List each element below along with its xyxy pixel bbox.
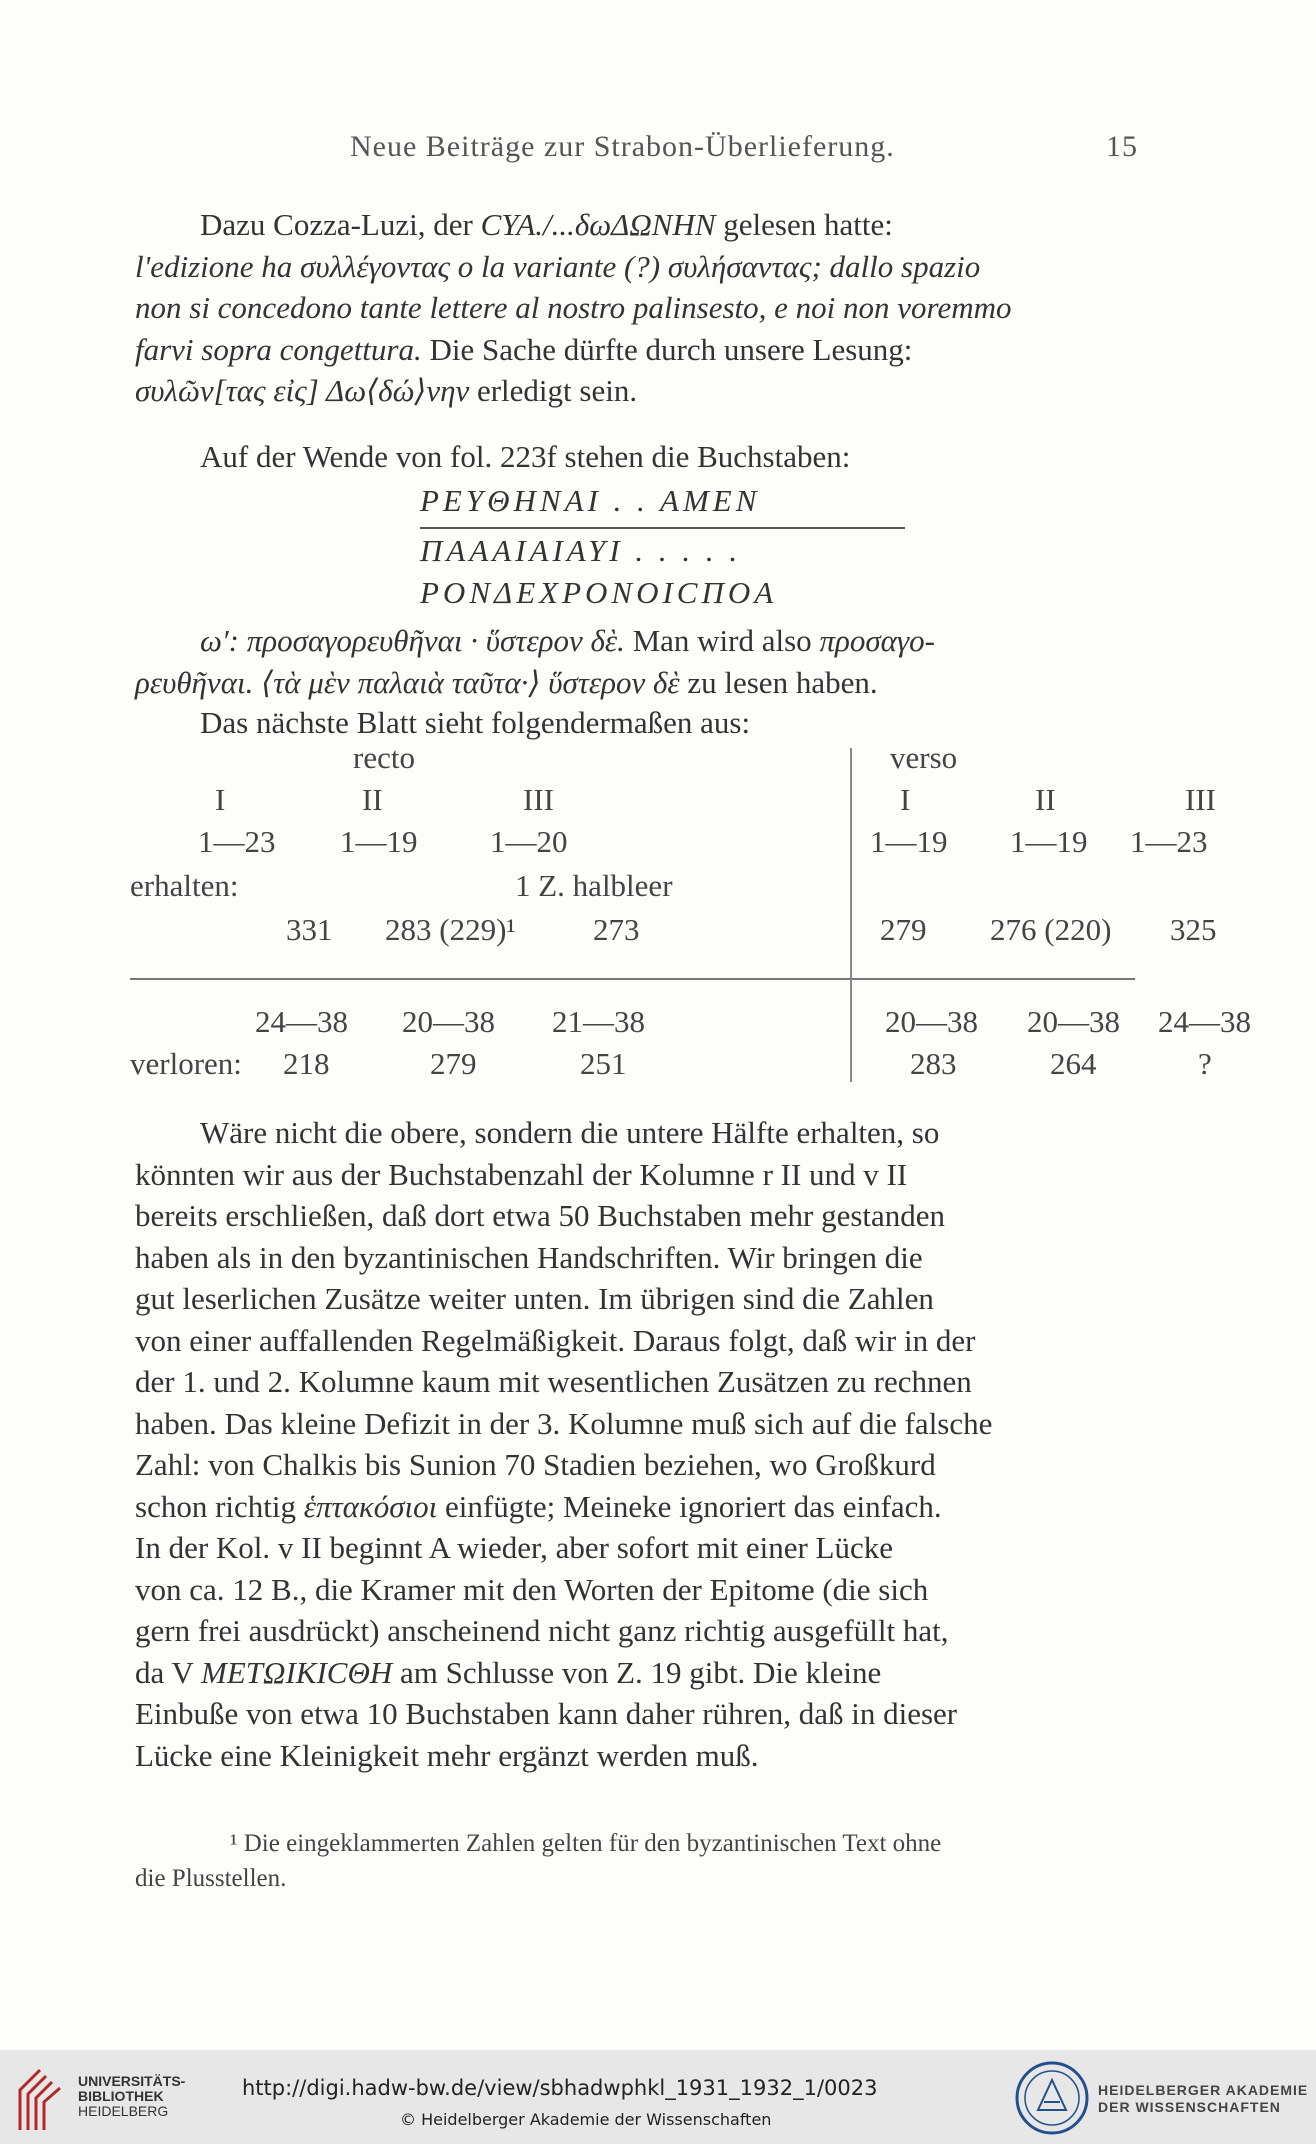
academy-name: HEIDELBERGER AKADEMIE DER WISSENSCHAFTEN bbox=[1098, 2082, 1309, 2115]
leaf-table bbox=[130, 740, 1251, 1085]
greek-letters-line-2: ΠAAAIAIAYI . . . . . bbox=[420, 533, 742, 568]
text-line: Einbuße von etwa 10 Buchstaben kann daher rühren, daß in dieser bbox=[135, 1696, 958, 1731]
text-line: haben als in den byzantinischen Handschriften. Wir bringen die bbox=[135, 1239, 923, 1275]
copyright-notice: © Heidelberger Akademie der Wissenschaften bbox=[400, 2110, 772, 2129]
footer-bar bbox=[0, 2050, 1316, 2144]
page-number: 15 bbox=[1106, 130, 1138, 163]
table-cell: 279 bbox=[430, 1046, 477, 1081]
running-head bbox=[135, 130, 1138, 170]
text-line: Zahl: von Chalkis bis Sunion 70 Stadien beziehen, wo Großkurd bbox=[135, 1447, 936, 1482]
greek-letters-line-3: PONΔEXPONOICΠOA bbox=[420, 575, 778, 610]
university-library-name: UNIVERSITÄTS- BIBLIOTHEK HEIDELBERG bbox=[78, 2073, 186, 2119]
table-cell: 276 (220) bbox=[990, 912, 1112, 947]
table-col-header: III bbox=[523, 782, 554, 817]
table-cell: 20—38 bbox=[402, 1004, 495, 1039]
table-cell: 24—38 bbox=[255, 1004, 348, 1039]
table-divider bbox=[130, 978, 1135, 980]
table-divider bbox=[850, 748, 852, 1082]
table-col-header: I bbox=[900, 782, 911, 817]
table-cell: 279 bbox=[880, 912, 927, 947]
text-line: könnten wir aus der Buchstabenzahl der Kolumne r II und v II bbox=[135, 1156, 908, 1192]
table-cell: 273 bbox=[593, 912, 640, 947]
table-cell: 20—38 bbox=[1027, 1004, 1120, 1039]
text-line: ω′: προσαγορευθῆναι · ὕστερον δὲ. Man wird also προσαγο- bbox=[200, 623, 935, 658]
text-line: ρευθῆναι. ⟨τὰ μὲν παλαιὰ ταῦτα·⟩ ὕστερον δὲ zu lesen haben. bbox=[135, 664, 878, 700]
table-cell: 325 bbox=[1170, 912, 1217, 947]
text-line: von einer auffallenden Regelmäßigkeit. Daraus folgt, daß wir in der bbox=[135, 1322, 976, 1358]
text-line: der 1. und 2. Kolumne kaum mit wesentlichen Zusätzen zu rechnen bbox=[135, 1364, 972, 1399]
divider bbox=[420, 527, 905, 529]
greek-letters-line-1: PEYΘHNAI . . AMEN bbox=[420, 483, 761, 518]
academy-seal-icon[interactable] bbox=[1014, 2060, 1090, 2136]
table-cell: 1—19 bbox=[340, 824, 418, 859]
paragraph-2: Auf der Wende von fol. 223f stehen die Buchstaben: bbox=[200, 439, 851, 474]
table-cell: 20—38 bbox=[885, 1004, 978, 1039]
text-line: gern frei ausdrückt) anscheinend nicht ganz richtig ausgefüllt hat, bbox=[135, 1613, 949, 1648]
table-cell: 251 bbox=[580, 1046, 627, 1081]
text-line: Dazu Cozza-Luzi, der CYA./...δωΔΩNHN gelesen hatte: bbox=[200, 207, 893, 242]
table-header-recto: recto bbox=[353, 740, 415, 775]
table-cell: 1—23 bbox=[198, 824, 276, 859]
table-cell: 1—20 bbox=[490, 824, 568, 859]
table-row-label: verloren: bbox=[130, 1046, 242, 1081]
table-cell: 283 bbox=[910, 1046, 957, 1081]
table-row-label: erhalten: bbox=[130, 868, 239, 903]
table-cell: 264 bbox=[1050, 1046, 1097, 1081]
text-line: non si concedono tante lettere al nostro palinsesto, e noi non voremmo bbox=[135, 290, 1012, 325]
university-library-logo-icon[interactable] bbox=[14, 2060, 70, 2132]
table-col-header: II bbox=[1035, 782, 1056, 817]
table-col-header: II bbox=[362, 782, 383, 817]
text-line: da V METΩIKICΘH am Schlusse von Z. 19 gibt. Die kleine bbox=[135, 1654, 882, 1690]
running-title: Neue Beiträge zur Strabon-Überlieferung. bbox=[350, 130, 895, 163]
table-col-header: III bbox=[1185, 782, 1216, 817]
table-header-verso: verso bbox=[890, 740, 958, 775]
paragraph-4: Das nächste Blatt sieht folgendermaßen aus: bbox=[200, 705, 751, 740]
table-col-header: I bbox=[215, 782, 226, 817]
text-line: In der Kol. v II beginnt A wieder, aber sofort mit einer Lücke bbox=[135, 1530, 894, 1565]
text-line: gut leserlichen Zusätze weiter unten. Im übrigen sind die Zahlen bbox=[135, 1281, 934, 1316]
footnote-line: die Plusstellen. bbox=[135, 1865, 287, 1892]
table-cell: 218 bbox=[283, 1046, 330, 1081]
table-cell: 283 (229)¹ bbox=[385, 912, 516, 947]
text-line: haben. Das kleine Defizit in der 3. Kolumne muß sich auf die falsche bbox=[135, 1405, 993, 1441]
table-cell: 331 bbox=[286, 912, 333, 947]
table-cell: ? bbox=[1198, 1046, 1212, 1081]
table-cell: 21—38 bbox=[552, 1004, 645, 1039]
source-url-link[interactable]: http://digi.hadw-bw.de/view/sbhadwphkl_1931_1932_1/0023 bbox=[242, 2076, 878, 2100]
paragraph-3 bbox=[135, 620, 1135, 703]
table-cell: 1—19 bbox=[1010, 824, 1088, 859]
footnote-line: ¹ Die eingeklammerten Zahlen gelten für den byzantinischen Text ohne bbox=[230, 1830, 942, 1857]
text-line: bereits erschließen, daß dort etwa 50 Buchstaben mehr gestanden bbox=[135, 1198, 946, 1233]
paragraph-5 bbox=[135, 1112, 1135, 1776]
text-line: von ca. 12 B., die Kramer mit den Worten der Epitome (die sich bbox=[135, 1571, 929, 1607]
footnote bbox=[135, 1826, 1135, 1896]
paragraph-1 bbox=[135, 204, 1135, 412]
table-note: 1 Z. halbleer bbox=[515, 868, 673, 903]
text-line: l'edizione ha συλλέγοντας o la variante (?) συλήσαντας; dallo spazio bbox=[135, 248, 981, 284]
text-line: Wäre nicht die obere, sondern die untere Hälfte erhalten, so bbox=[200, 1115, 940, 1150]
text-line: συλῶν[τας εἰς] Δω⟨δώ⟩νην erledigt sein. bbox=[135, 373, 638, 408]
table-cell: 1—23 bbox=[1130, 824, 1208, 859]
text-line: farvi sopra congettura. Die Sache dürfte durch unsere Lesung: bbox=[135, 331, 913, 367]
table-cell: 1—19 bbox=[870, 824, 948, 859]
table-cell: 24—38 bbox=[1158, 1004, 1251, 1039]
text-line: schon richtig ἑπτακόσιοι einfügte; Meineke ignoriert das einfach. bbox=[135, 1488, 942, 1524]
text-line: Lücke eine Kleinigkeit mehr ergänzt werden muß. bbox=[135, 1737, 759, 1773]
